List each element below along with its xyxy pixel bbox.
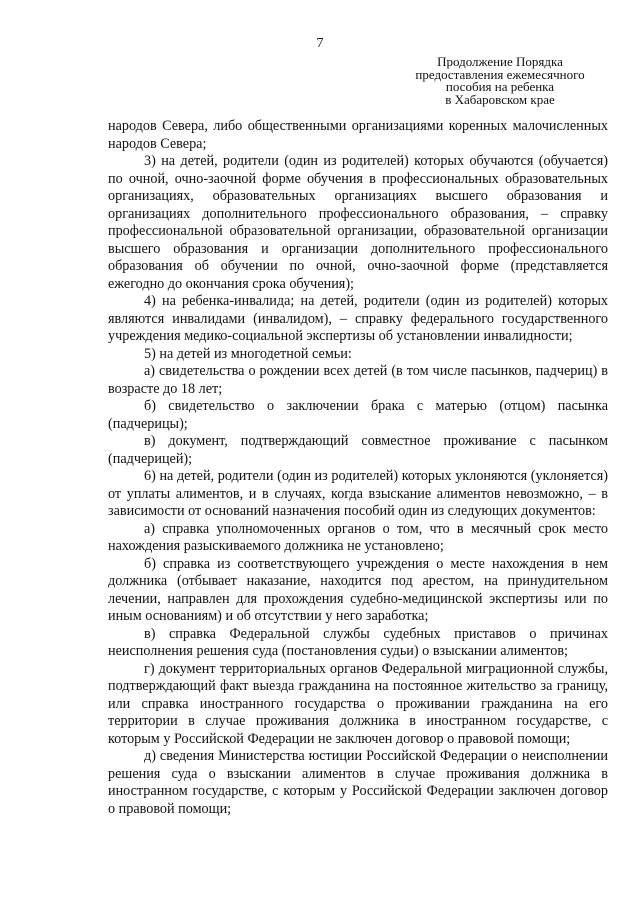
page-number: 7: [316, 36, 324, 51]
header-line: предоставления ежемесячного: [415, 66, 585, 82]
paragraph: а) свидетельства о рождении всех детей (в том числе пасынков, падчериц) в возрасте до 18 лет;: [108, 363, 608, 397]
paragraph: б) справка из соответствующего учреждения о месте нахождения в нем должника (отбывает наказание, находится под арестом, на принудительном лечении, направлен для прохождения судебно-медицинской экспертизы или по иным основаниям) и об отсутствии у него заработка;: [108, 555, 608, 624]
paragraph: 5) на детей из многодетной семьи:: [144, 345, 352, 362]
paragraph: в) документ, подтверждающий совместное проживание с пасынком (падчерицей);: [108, 433, 608, 467]
paragraph: г) документ территориальных органов Федеральной миграционной службы, подтверждающий факт выезда гражданина на постоянное жительство за границу, или справка иностранного государства о проживании гражданина на его территории в случае проживания должника в иностранном государстве, с которым у Российской Федерации не заключен договор о правовой помощи;: [108, 660, 608, 747]
paragraph: 4) на ребенка-инвалида; на детей, родители (один из родителей) которых являются инвалидами (инвалидом), – справку федерального государственного учреждения медико-социальной экспертизы об установлении инвалидности;: [108, 293, 608, 344]
paragraph: а) справка уполномоченных органов о том, что в месячный срок место нахождения разыскиваемого должника не установлено;: [108, 520, 608, 554]
document-body: [108, 118, 608, 818]
header-line: пособия на ребенка: [445, 79, 555, 94]
paragraph: 6) на детей, родители (один из родителей) которых уклоняются (уклоняется) от уплаты алиментов, и в случаях, когда взыскание алиментов невозможно, – в зависимости от оснований назначения пособий один из следующих документов:: [108, 468, 608, 519]
paragraph: народов Севера, либо общественными организациями коренных малочисленных народов Севера;: [108, 118, 608, 152]
header-line: Продолжение Порядка: [437, 54, 563, 69]
paragraph: д) сведения Министерства юстиции Российской Федерации о неисполнении решения суда о взыскании алиментов в случае проживания должника в иностранном государстве, с которым у Российской Федерации заключен договор о правовой помощи;: [108, 748, 608, 817]
header-line: в Хабаровском крае: [445, 91, 555, 107]
paragraph: в) справка Федеральной службы судебных приставов о причинах неисполнения решения суда (постановления судьи) о взыскании алиментов;: [108, 625, 608, 659]
paragraph: 3) на детей, родители (один из родителей) которых обучаются (обучается) по очной, очно-заочной форме обучения в профессиональных образовательных организациях, образовательных организациях высшего образования и организациях дополнительного профессионального образования, – справку профессиональной образовательной организации, образовательной организации высшего образования и организации дополнительного профессионального образования об обучении по очной, очно-заочной форме (представляется ежегодно до окончания срока обучения);: [108, 153, 608, 292]
running-header: [400, 56, 600, 106]
paragraph: б) свидетельство о заключении брака с матерью (отцом) пасынка (падчерицы);: [108, 398, 608, 432]
